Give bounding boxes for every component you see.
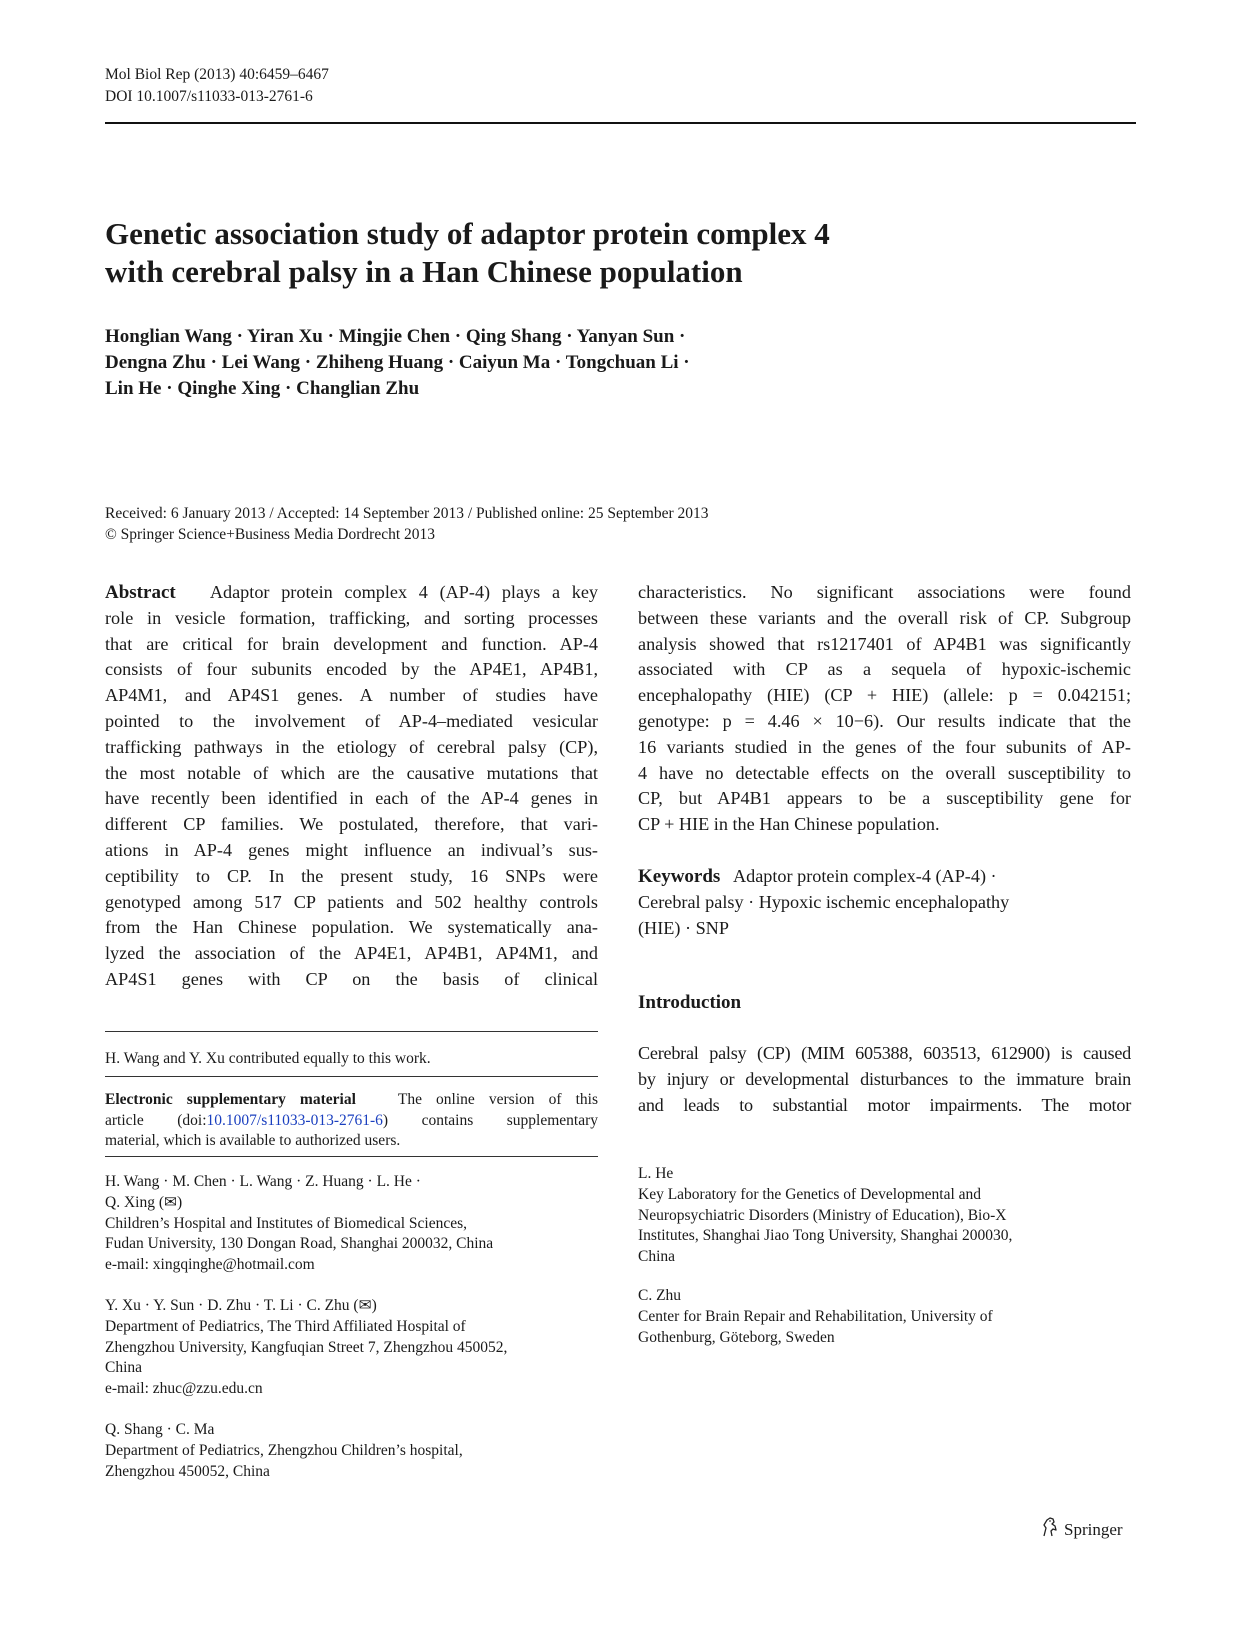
affiliation-line: Children’s Hospital and Institutes of Biomedical Sciences, bbox=[105, 1214, 468, 1232]
abstract-line: associated with CP as a sequela of hypoxic-ischemic bbox=[638, 659, 1131, 680]
abstract-line: characteristics. No significant associations were found bbox=[638, 582, 1131, 602]
intro-line-1: Cerebral palsy (CP) (MIM 605388, 603513, 612900) is caused bbox=[638, 1043, 1131, 1063]
affiliation-line: Department of Pediatrics, The Third Affiliated Hospital of bbox=[105, 1317, 466, 1335]
affiliation-block bbox=[638, 1164, 1131, 1268]
doi-link[interactable]: 10.1007/s11033-013-2761-6 bbox=[206, 1111, 383, 1129]
author-list bbox=[105, 324, 1005, 402]
affiliation-line: Gothenburg, Göteborg, Sweden bbox=[638, 1328, 835, 1346]
keywords-block bbox=[638, 864, 1131, 941]
authors-line-2: Dengna Zhu · Lei Wang · Zhiheng Huang · Caiyun Ma · Tongchuan Li · bbox=[105, 352, 690, 373]
abstract-line: analysis showed that rs1217401 of AP4B1 was significantly bbox=[638, 633, 1131, 654]
affiliation-block bbox=[638, 1286, 1131, 1348]
abstract-heading: Abstract bbox=[105, 582, 176, 603]
article-title bbox=[105, 215, 1005, 291]
affiliation-line: L. He bbox=[638, 1165, 674, 1182]
abstract-line: trafficking pathways in the etiology of cerebral palsy (CP), bbox=[105, 736, 598, 757]
affiliation-line: Fudan University, 130 Dongan Road, Shanghai 200032, China bbox=[105, 1235, 494, 1253]
affiliation-line: Key Laboratory for the Genetics of Developmental and bbox=[638, 1185, 982, 1203]
abstract-right-column bbox=[638, 580, 1131, 838]
affiliation-line: C. Zhu bbox=[638, 1287, 682, 1304]
affiliation-line: China bbox=[638, 1248, 676, 1266]
affiliation-email[interactable]: e-mail: xingqinghe@hotmail.com bbox=[105, 1256, 315, 1274]
affiliation-line: China bbox=[105, 1359, 143, 1377]
abstract-line: lyzed the association of the AP4E1, AP4B1, AP4M1, and bbox=[105, 943, 598, 964]
esm-text: material, which is available to authorized users. bbox=[105, 1132, 401, 1149]
esm-heading: Electronic supplementary material bbox=[105, 1091, 356, 1108]
affiliation-line: Center for Brain Repair and Rehabilitation, University of bbox=[638, 1307, 993, 1325]
introduction-heading: Introduction bbox=[638, 992, 742, 1013]
intro-line-2: by injury or developmental disturbances to the immature brain bbox=[638, 1068, 1131, 1089]
abstract-line: AP4S1 genes with CP on the basis of clinical bbox=[105, 968, 598, 989]
dates-line: Received: 6 January 2013 / Accepted: 14 September 2013 / Published online: 25 September 2013 bbox=[105, 505, 709, 522]
keywords-line-2: Cerebral palsy · Hypoxic ischemic encephalopathy bbox=[638, 891, 1010, 912]
springer-horse-icon bbox=[1040, 1516, 1060, 1543]
intro-line-3: and leads to substantial motor impairments. The motor bbox=[638, 1094, 1131, 1115]
supplementary-note bbox=[105, 1090, 598, 1152]
publication-dates bbox=[105, 503, 1005, 545]
abstract-line: genotype: p = 4.46 × 10−6). Our results indicate that the bbox=[638, 710, 1131, 731]
title-line-1: Genetic association study of adaptor protein complex 4 bbox=[105, 216, 830, 251]
publisher-logo bbox=[1040, 1516, 1123, 1543]
publisher-name: Springer bbox=[1064, 1519, 1123, 1539]
affiliation-line: Q. Shang · C. Ma bbox=[105, 1421, 215, 1438]
affiliation-line: Zhengzhou University, Kangfuqian Street 7, Zhengzhou 450052, bbox=[105, 1338, 508, 1356]
running-header bbox=[105, 64, 329, 108]
doi-line: DOI 10.1007/s11033-013-2761-6 bbox=[105, 88, 313, 105]
keywords-line-1: Adaptor protein complex-4 (AP-4) · bbox=[732, 866, 997, 886]
abstract-line: 4 have no detectable effects on the overall susceptibility to bbox=[638, 762, 1131, 783]
esm-text: The online version of this bbox=[397, 1091, 598, 1108]
abstract-line: genotyped among 517 CP patients and 502 healthy controls bbox=[105, 891, 598, 912]
affiliation-line: Q. Xing (✉) bbox=[105, 1193, 183, 1211]
esm-text: ) contains supplementary bbox=[382, 1111, 598, 1129]
copyright-line: © Springer Science+Business Media Dordrecht 2013 bbox=[105, 526, 436, 543]
affiliation-block bbox=[105, 1172, 598, 1276]
journal-citation: Mol Biol Rep (2013) 40:6459–6467 bbox=[105, 66, 329, 83]
equal-contribution-note: H. Wang and Y. Xu contributed equally to this work. bbox=[105, 1050, 431, 1067]
affiliation-line: Department of Pediatrics, Zhengzhou Children’s hospital, bbox=[105, 1441, 463, 1459]
abstract-line: CP + HIE in the Han Chinese population. bbox=[638, 814, 940, 835]
abstract-line: ations in AP-4 genes might influence an indivual’s sus- bbox=[105, 839, 598, 860]
abstract-line: from the Han Chinese population. We systematically ana- bbox=[105, 917, 598, 938]
abstract-line: Adaptor protein complex 4 (AP-4) plays a key bbox=[209, 582, 598, 602]
affiliation-line: Institutes, Shanghai Jiao Tong University, Shanghai 200030, bbox=[638, 1227, 1013, 1245]
esm-text: article (doi: bbox=[105, 1111, 207, 1129]
abstract-line: pointed to the involvement of AP-4–mediated vesicular bbox=[105, 710, 598, 731]
introduction-text bbox=[638, 1041, 1131, 1118]
abstract-line: consists of four subunits encoded by the AP4E1, AP4B1, bbox=[105, 659, 598, 680]
abstract-line: between these variants and the overall risk of CP. Subgroup bbox=[638, 607, 1131, 628]
abstract-left-column bbox=[105, 580, 598, 993]
abstract-line: that are critical for brain development and function. AP-4 bbox=[105, 633, 598, 654]
authors-line-3: Lin He · Qinghe Xing · Changlian Zhu bbox=[105, 378, 420, 399]
header-divider bbox=[105, 122, 1136, 124]
abstract-line: AP4M1, and AP4S1 genes. A number of studies have bbox=[105, 685, 598, 706]
footnote-rule bbox=[105, 1156, 598, 1157]
abstract-line: ceptibility to CP. In the present study, 16 SNPs were bbox=[105, 865, 598, 886]
affiliation-block bbox=[105, 1296, 598, 1400]
affiliation-line: Zhengzhou 450052, China bbox=[105, 1462, 270, 1480]
keywords-heading: Keywords bbox=[638, 866, 721, 887]
affiliation-line: Neuropsychiatric Disorders (Ministry of Education), Bio-X bbox=[638, 1206, 1007, 1224]
affiliation-line: Y. Xu · Y. Sun · D. Zhu · T. Li · C. Zhu (✉) bbox=[105, 1297, 377, 1314]
abstract-line: the most notable of which are the causative mutations that bbox=[105, 762, 598, 783]
abstract-line: role in vesicle formation, trafficking, and sorting processes bbox=[105, 607, 598, 628]
footnote-rule bbox=[105, 1031, 598, 1032]
affiliation-email[interactable]: e-mail: zhuc@zzu.edu.cn bbox=[105, 1380, 263, 1398]
abstract-line: CP, but AP4B1 appears to be a susceptibility gene for bbox=[638, 788, 1131, 809]
abstract-line: have recently been identified in each of the AP-4 genes in bbox=[105, 788, 598, 809]
footnote-rule bbox=[105, 1076, 598, 1077]
abstract-line: different CP families. We postulated, therefore, that vari- bbox=[105, 814, 598, 835]
authors-line-1: Honglian Wang · Yiran Xu · Mingjie Chen · Qing Shang · Yanyan Sun · bbox=[105, 326, 686, 347]
abstract-line: 16 variants studied in the genes of the four subunits of AP- bbox=[638, 736, 1131, 757]
keywords-line-3: (HIE) · SNP bbox=[638, 917, 729, 938]
abstract-line: encephalopathy (HIE) (CP + HIE) (allele: p = 0.042151; bbox=[638, 685, 1131, 706]
affiliation-block bbox=[105, 1420, 598, 1482]
affiliation-line: H. Wang · M. Chen · L. Wang · Z. Huang · L. He · bbox=[105, 1173, 421, 1190]
title-line-2: with cerebral palsy in a Han Chinese population bbox=[105, 254, 743, 289]
